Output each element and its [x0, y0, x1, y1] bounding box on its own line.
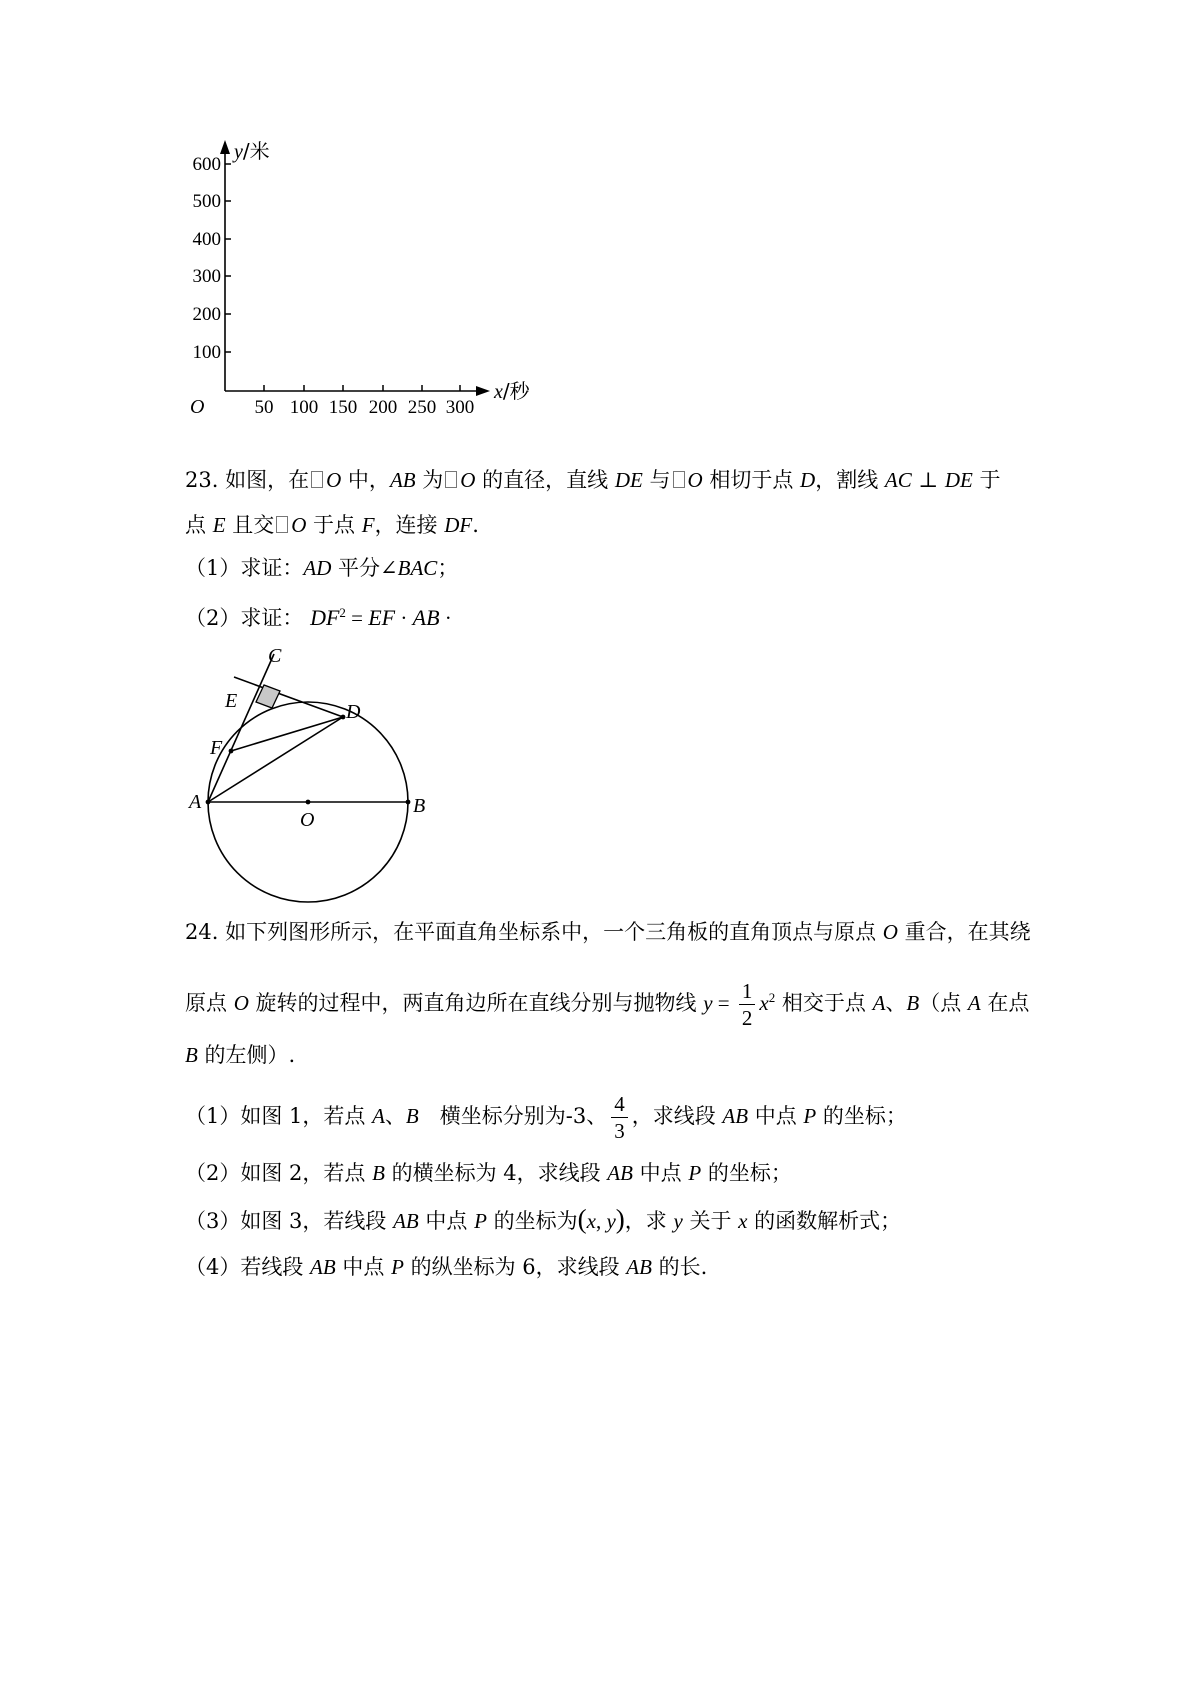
x-tick-label-50: 50 [254, 397, 274, 418]
y-axis-label: y/米 [234, 140, 270, 163]
q24-part4: （4）若线段 AB 中点 P 的纵坐标为 6，求线段 AB 的长. [185, 1255, 708, 1279]
point-a [206, 800, 211, 805]
y-ticks [225, 164, 231, 352]
label-c: C [268, 645, 282, 667]
y-tick-label-500: 500 [192, 191, 221, 212]
q24-part2: （2）如图 2，若点 B 的横坐标为 4，求线段 AB 中点 P 的坐标； [185, 1161, 792, 1185]
circle-symbol-placeholder [276, 516, 288, 533]
y-tick-label-200: 200 [192, 304, 221, 325]
q24-statement-line2: 原点 O 旋转的过程中，两直角边所在直线分别与抛物线 y = $\frac{1}{2}$ $x^2$ 相交于点 A、B（点 A 在点 [185, 979, 1030, 1030]
label-d: D [346, 701, 361, 723]
right-angle-marker [256, 685, 280, 708]
circle-symbol-placeholder [673, 471, 685, 488]
center-point [306, 800, 311, 805]
y-tick-label-600: 600 [192, 154, 221, 175]
point-b [406, 800, 411, 805]
x-axis-arrow [476, 386, 490, 396]
x-tick-label-250: 250 [407, 397, 437, 418]
x-tick-label-150: 150 [328, 397, 358, 418]
tangent-de [234, 677, 343, 717]
point-d [341, 715, 346, 720]
distance-time-axes [180, 140, 540, 450]
label-b: B [413, 795, 426, 817]
label-f: F [210, 737, 223, 759]
q23-statement-line2: 点 E 且交 O 于点 F，连接 DF. [185, 513, 479, 537]
label-e: E [225, 690, 238, 712]
fraction-one-half: $\frac{1}{2}$ [739, 978, 756, 1031]
fraction-four-thirds: $\frac{4}{3}$ [611, 1091, 628, 1144]
x-tick-label-300: 300 [445, 397, 475, 418]
circle-symbol-placeholder [445, 471, 457, 488]
x-tick-label-100: 100 [289, 397, 319, 418]
y-tick-label-300: 300 [192, 266, 221, 287]
q24-part3: （3）如图 3，若线段 AB 中点 P 的坐标为(x, y)，求 y 关于 x 的函数解析式； [185, 1204, 902, 1234]
label-a: A [189, 791, 202, 813]
x-tick-label-200: 200 [368, 397, 398, 418]
q24-part1: （1）如图 1，若点 A、B 横坐标分别为-3、 $\frac{4}{3}$ ，求线段 AB 中点 P 的坐标； [185, 1092, 907, 1143]
x-axis-label: x/秒 [494, 379, 530, 403]
label-o: O [300, 809, 315, 831]
point-f [229, 749, 234, 754]
q23-part2: （2）求证： $DF^2$ = EF · AB · [185, 605, 452, 630]
q24-statement-line3: B 的左侧）. [185, 1043, 296, 1067]
secant-ac [208, 654, 274, 802]
origin-label: O [190, 396, 205, 418]
y-axis-arrow [220, 140, 230, 154]
circle-symbol-placeholder [311, 471, 323, 488]
q23-statement-line1: 23. 如图，在 O 中，AB 为 O 的直径，直线 DE 与 O 相切于点 D，割线 AC ⊥ DE 于 [185, 468, 1001, 492]
y-tick-label-400: 400 [192, 229, 221, 250]
y-tick-label-100: 100 [192, 342, 221, 363]
q23-circle-figure [180, 640, 440, 910]
x-ticks [264, 385, 460, 391]
segment-ad [208, 717, 343, 802]
q24-statement-line1: 24. 如下列图形所示，在平面直角坐标系中，一个三角板的直角顶点与原点 O 重合，在其绕 [185, 920, 1031, 944]
q23-part1: （1）求证：AD 平分∠BAC； [185, 556, 459, 580]
